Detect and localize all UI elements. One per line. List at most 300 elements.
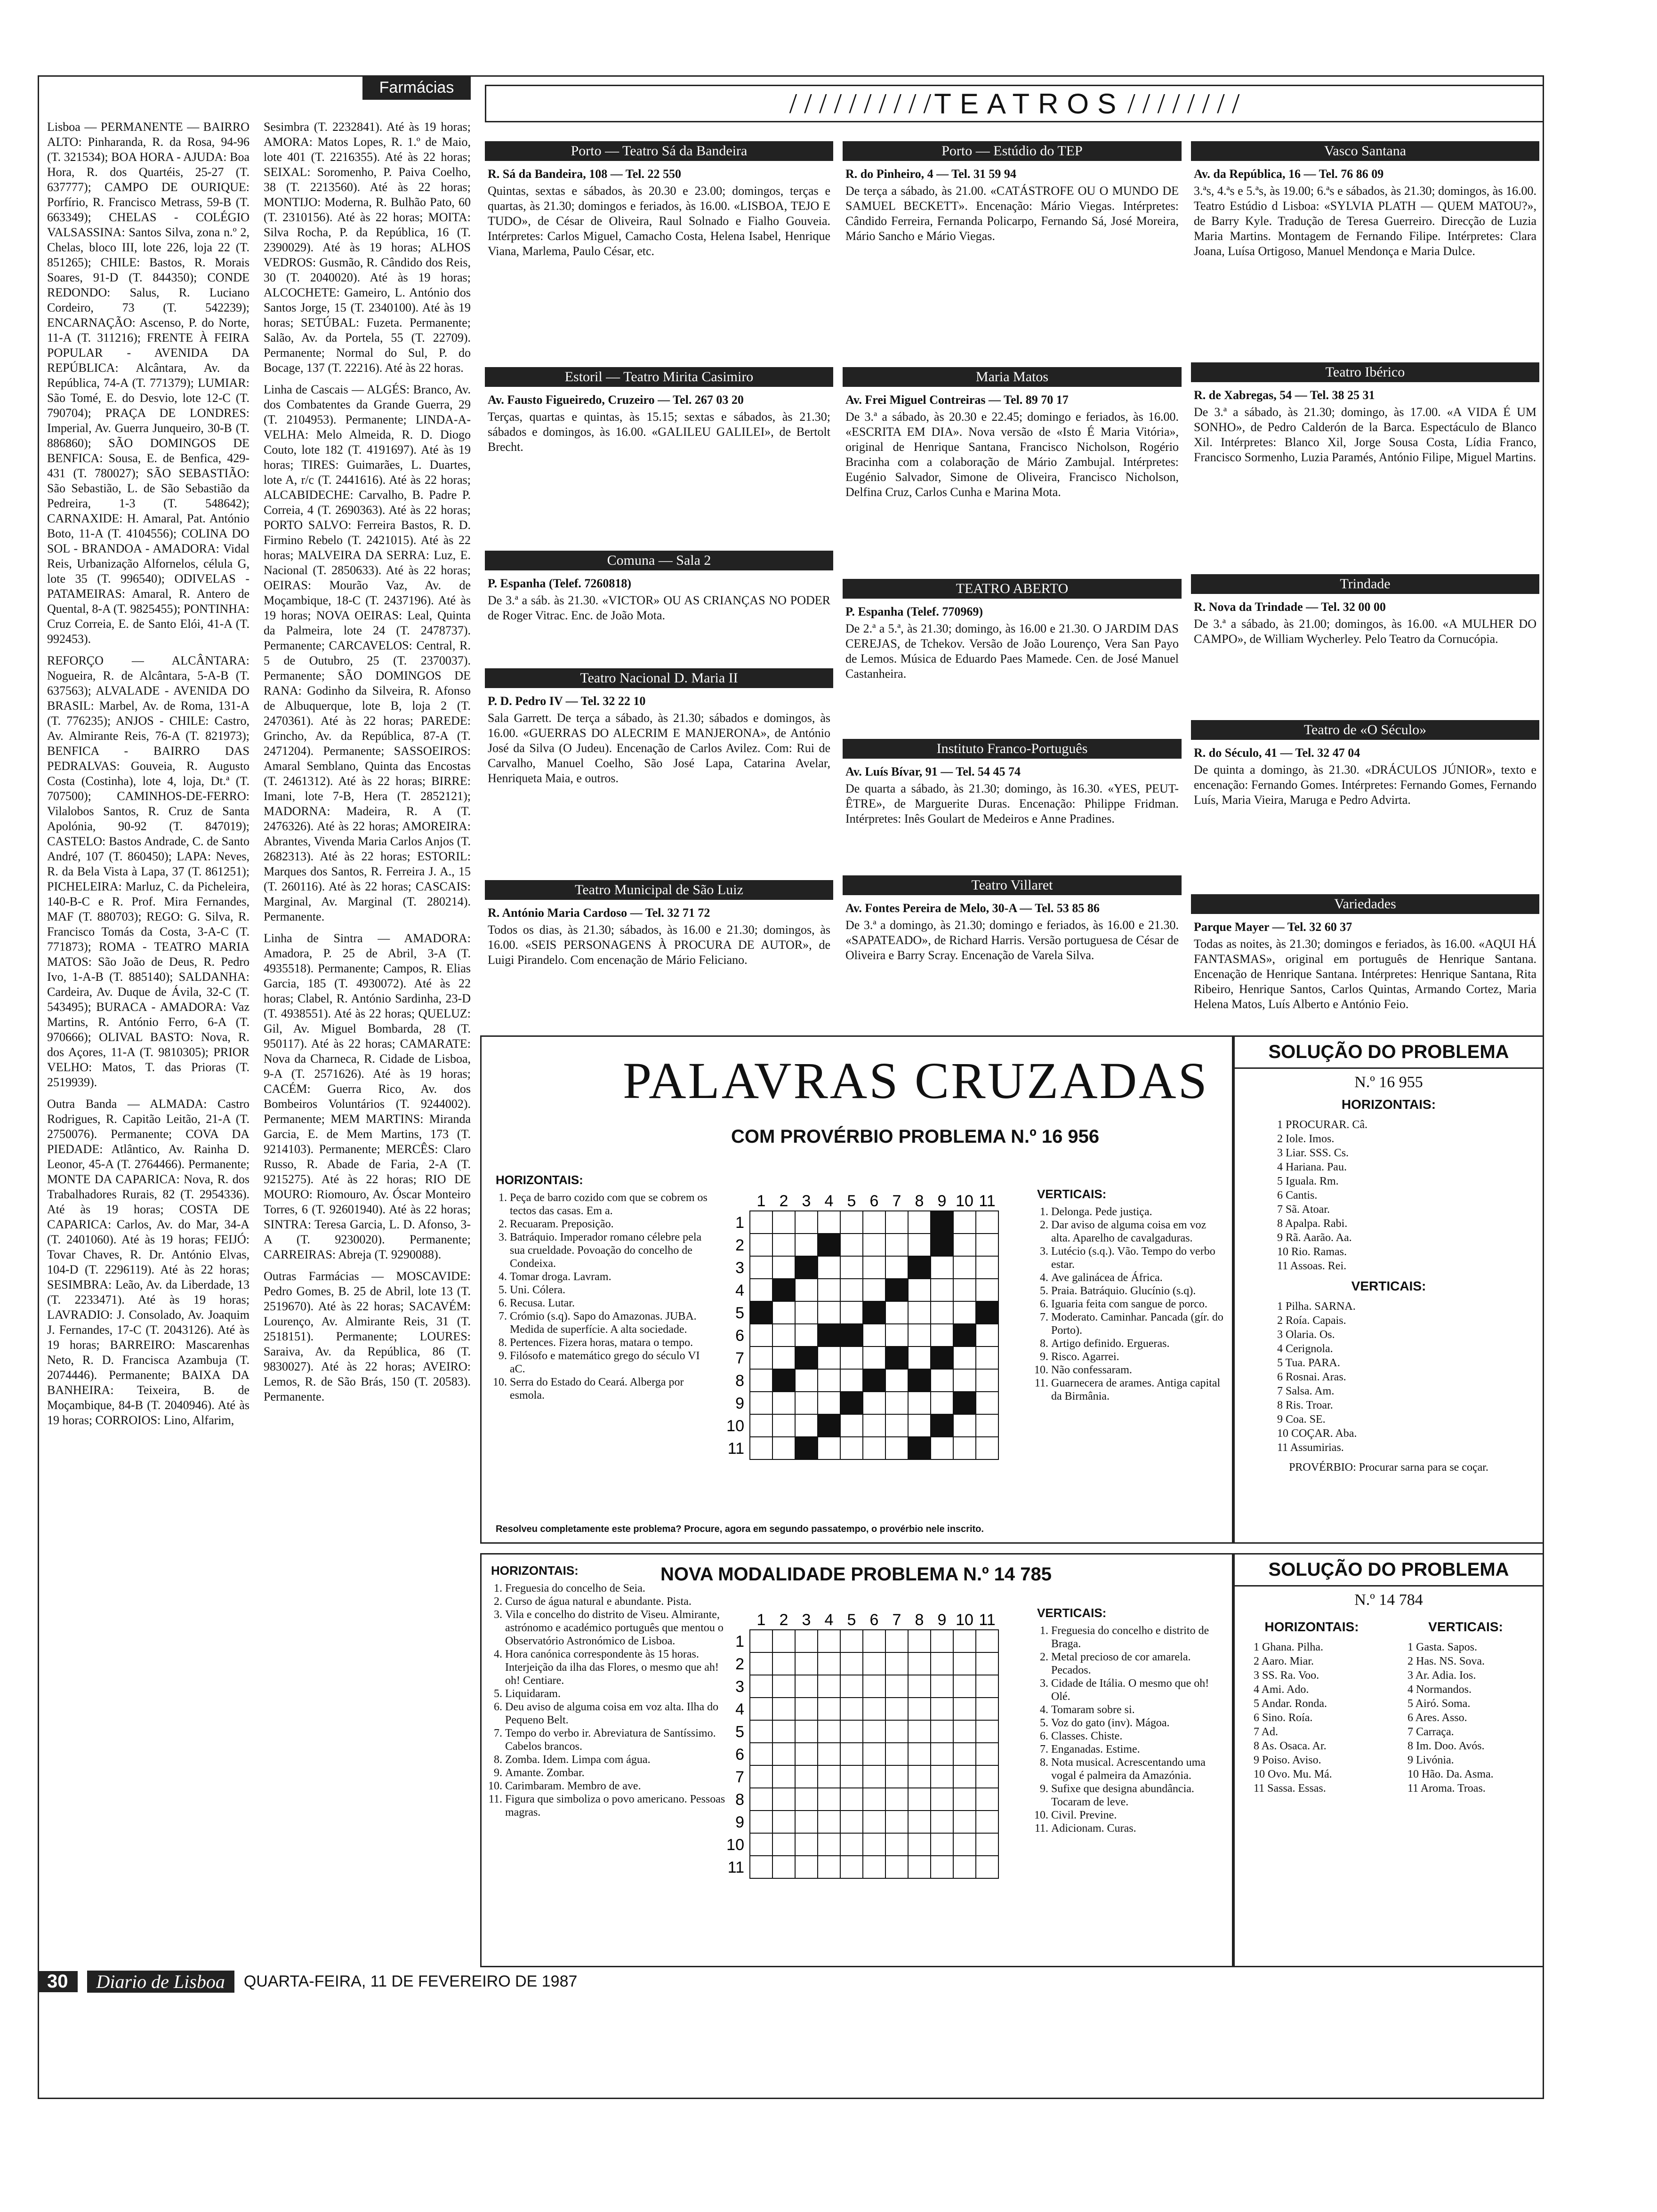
grid-cell[interactable] (750, 1279, 772, 1301)
grid-cell[interactable] (772, 1765, 795, 1788)
grid-column-number: 9 (937, 1192, 947, 1210)
grid-cell[interactable] (795, 1369, 818, 1392)
grid-cell[interactable] (931, 1743, 953, 1765)
grid-cell[interactable] (953, 1765, 976, 1788)
grid-row-number: 4 (735, 1700, 744, 1718)
grid-cell[interactable] (885, 1234, 908, 1256)
grid-cell[interactable] (772, 1437, 795, 1459)
grid-cell[interactable] (976, 1675, 998, 1698)
grid-cell[interactable] (976, 1256, 998, 1279)
grid-cell[interactable] (863, 1675, 885, 1698)
grid-cell[interactable] (795, 1698, 818, 1720)
grid-cell[interactable] (953, 1811, 976, 1833)
grid-cell[interactable] (772, 1856, 795, 1878)
grid-cell[interactable] (863, 1652, 885, 1675)
farmacias-linha-cascais: Linha de Cascais — ALGÉS: Branco, Av. dos Combatentes da Grande Guerra, 29 (T. 2104953). Permanente; LINDA-A-VELHA: Melo Almeida, R. D. Diogo Couto, lote 182 (T. 4191697). Até às 19 horas; TIRES: Guimarães, L. Duartes, lote A, r/c (T. 2441616). Até às 22 horas; ALCABIDECHE: Carvalho, B. Padre P. Correia, 4 (T. 2690363). Até às 22 horas; PORTO SALVO: Ferreira Bastos, R. D. Firmino Rebelo (T. 2421015). Até às 22 horas; MALVEIRA DA SERRA: Luz, E. Nacional (T. 2850633). Até às 22 horas; OEIRAS: Mourão Vaz, Av. de Moçambique, 18-C (T. 2437196). Até às 19 horas; NOVA OEIRAS: Leal, Quinta da Palmeira, lote 24 (T. 2478737). Permanente; CARCAVELOS: Central, R. 5 de Outubro, 25 (T. 2370037). Permanente; SÃO DOMINGOS DE RANA: Godinho da Silveira, R. Afonso de Albuquerque, lote B, loja 2 (T. 2470361). Até às 22 horas; PAREDE: Grincho, Av. da República, 87-A (T. 2471204). Permanente; SASSOEIROS: Amaral Semblano, Quinta das Encostas (T. 2461312). Até às 22 horas; BIRRE: Imani, lote 7-B, Hera (T. 2852121); MADORNA: Madeira, R. A (T. 2476326). Até às 22 horas; AMOREIRA: Abrantes, Vivenda Maria Carlos Anjos (T. 2682313). Até às 22 horas; ESTORIL: Marques dos Santos, R. Ferreira J. A., 15 (T. 260116). Até às 22 horas; CASCAIS: Marginal, Av. Marginal (T. 280214). Permanente. (264, 383, 471, 923)
grid-cell[interactable] (840, 1652, 863, 1675)
grid-cell[interactable] (840, 1279, 863, 1301)
grid-cell[interactable] (750, 1630, 772, 1652)
grid-cell[interactable] (750, 1392, 772, 1414)
solution-vertical-item: 10 COÇAR. Aba. (1277, 1427, 1357, 1440)
grid-cell[interactable] (863, 1279, 885, 1301)
grid-cell[interactable] (818, 1437, 840, 1459)
grid-cell[interactable] (863, 1788, 885, 1811)
grid-cell[interactable] (772, 1234, 795, 1256)
grid-cell[interactable] (772, 1698, 795, 1720)
grid-cell[interactable] (908, 1279, 931, 1301)
grid-cell[interactable] (976, 1279, 998, 1301)
grid-cell[interactable] (818, 1652, 840, 1675)
grid-column-number: 7 (892, 1192, 901, 1210)
theatre-details: De 3.ª a sábado, às 21.00; domingos, às 16.00. «A MULHER DO CAMPO», de William Wycherley. Pelo Teatro da Cornucópia. (1194, 617, 1536, 646)
grid-cell[interactable] (976, 1698, 998, 1720)
grid-cell[interactable] (772, 1301, 795, 1324)
grid-cell[interactable] (908, 1324, 931, 1346)
grid-cell[interactable] (976, 1652, 998, 1675)
grid-cell[interactable] (795, 1211, 818, 1234)
grid-cell[interactable] (931, 1675, 953, 1698)
grid-cell[interactable] (863, 1234, 885, 1256)
grid-black-cell (953, 1324, 976, 1346)
grid-cell[interactable] (953, 1346, 976, 1369)
grid-cell[interactable] (885, 1652, 908, 1675)
page-footer (38, 1967, 744, 1996)
grid-cell[interactable] (750, 1765, 772, 1788)
theatre-listing (485, 880, 833, 1031)
theatre-address: Av. Fausto Figueiredo, Cruzeiro — Tel. 267 03 20 (488, 393, 744, 407)
grid-cell[interactable] (885, 1720, 908, 1743)
grid-cell[interactable] (840, 1856, 863, 1878)
grid-cell[interactable] (772, 1346, 795, 1369)
theatre-address: R. do Século, 41 — Tel. 32 47 04 (1194, 746, 1360, 760)
grid-cell[interactable] (908, 1630, 931, 1652)
grid-cell[interactable] (750, 1437, 772, 1459)
grid-cell[interactable] (885, 1743, 908, 1765)
grid-cell[interactable] (976, 1630, 998, 1652)
vertical-clue: 4. Ave galinácea de África. (1051, 1271, 1225, 1284)
issue-date: QUARTA-FEIRA, 11 DE FEVEREIRO DE 1987 (243, 1972, 578, 1990)
new-horizontal-clue: 3. Vila e concelho do distrito de Viseu. Almirante, astrónomo e académico português que mentou o Observatório Astronómico de Lisboa. (505, 1608, 726, 1648)
grid-row-number: 6 (735, 1327, 744, 1345)
grid-cell[interactable] (795, 1324, 818, 1346)
grid-cell[interactable] (750, 1369, 772, 1392)
grid-row-number: 10 (726, 1836, 744, 1854)
grid-cell[interactable] (885, 1788, 908, 1811)
grid-cell[interactable] (795, 1833, 818, 1856)
grid-cell[interactable] (863, 1392, 885, 1414)
grid-cell[interactable] (818, 1765, 840, 1788)
grid-cell[interactable] (795, 1811, 818, 1833)
grid-cell[interactable] (908, 1301, 931, 1324)
theatre-listing (843, 875, 1182, 1031)
grid-cell[interactable] (885, 1833, 908, 1856)
grid-cell[interactable] (772, 1811, 795, 1833)
grid-cell[interactable] (931, 1698, 953, 1720)
grid-cell[interactable] (840, 1256, 863, 1279)
grid-cell[interactable] (750, 1324, 772, 1346)
grid-cell[interactable] (795, 1743, 818, 1765)
horizontal-clue-list (496, 1191, 717, 1402)
grid-cell[interactable] (953, 1788, 976, 1811)
grid-cell[interactable] (885, 1211, 908, 1234)
grid-cell[interactable] (976, 1720, 998, 1743)
solution-vertical-list (1235, 1299, 1543, 1455)
grid-cell[interactable] (885, 1437, 908, 1459)
grid-cell[interactable] (908, 1346, 931, 1369)
grid-cell[interactable] (976, 1346, 998, 1369)
vertical-clue: 5. Praia. Batráquio. Glucínio (s.q). (1051, 1284, 1225, 1298)
grid-column-number: 4 (824, 1611, 834, 1629)
solution-number: N.º 16 955 (1354, 1074, 1423, 1091)
grid-cell[interactable] (976, 1211, 998, 1234)
grid-cell[interactable] (908, 1392, 931, 1414)
grid-row-number: 5 (735, 1723, 744, 1741)
grid-cell[interactable] (908, 1833, 931, 1856)
grid-column-number: 10 (956, 1192, 973, 1210)
grid-cell[interactable] (976, 1833, 998, 1856)
solution2-horizontal-item: 5 Andar. Ronda. (1254, 1698, 1327, 1710)
grid-cell[interactable] (818, 1369, 840, 1392)
grid-cell[interactable] (750, 1720, 772, 1743)
grid-cell[interactable] (953, 1675, 976, 1698)
grid-cell[interactable] (772, 1414, 795, 1437)
solution-box-2 (1233, 1553, 1544, 1967)
grid-cell[interactable] (885, 1392, 908, 1414)
grid-cell[interactable] (863, 1856, 885, 1878)
grid-cell[interactable] (931, 1301, 953, 1324)
grid-row-number: 6 (735, 1746, 744, 1763)
grid-cell[interactable] (772, 1256, 795, 1279)
farmacias-linha-sintra: Linha de Sintra — AMADORA: Amadora, P. 25 de Abril, 3-A (T. 4935518). Permanente; Campos, R. Elias Garcia, 185 (T. 4930072). Até às 22 horas; Clabel, R. António Sardinha, 23-D (T. 4938551). Até às 22 horas; QUELUZ: Gil, Av. Miguel Bombarda, 28 (T. 950117). Até às 22 horas; CAMARATE: Nova da Charneca, R. Cidade de Lisboa, 9-A (T. 2571626). Até às 19 horas; CACÉM: Guerra Rico, Av. dos Bombeiros Voluntários (T. 9244002). Permanente; MEM MARTINS: Miranda Garcia, E. de Mem Martins, 173 (T. 9214103). Permanente; MERCÊS: Claro Russo, R. Abade de Faria, 2-A (T. 9215275). Até às 22 horas; RIO DE MOURO: Riomouro, Av. Óscar Monteiro Torres, 6 (T. 92601940). Até às 22 horas; SINTRA: Teresa Garcia, L. D. Afonso, 3-A (T. 9230020). Permanente; CARREIRAS: Abreja (T. 9290088). (264, 931, 471, 1261)
grid-cell[interactable] (953, 1256, 976, 1279)
grid-cell[interactable] (750, 1856, 772, 1878)
grid-cell[interactable] (931, 1437, 953, 1459)
grid-cell[interactable] (840, 1437, 863, 1459)
grid-cell[interactable] (795, 1234, 818, 1256)
theatre-name: Teatro Villaret (843, 875, 1182, 895)
grid-cell[interactable] (818, 1698, 840, 1720)
new-vertical-clue: 7. Enganadas. Estime. (1051, 1743, 1225, 1756)
grid-cell[interactable] (953, 1437, 976, 1459)
grid-cell[interactable] (885, 1698, 908, 1720)
theatre-details: Quintas, sextas e sábados, às 20.30 e 23.00; domingos, terças e quartas, às 21.30; domingos e feriados, às 16.00. «LISBOA, TEJO E TUDO», de César de Oliveira, Raul Solnado e Fialho Gouveia. Intérpretes: Carlos Miguel, Camacho Costa, Helena Isabel, Henrique Viana, Marlema, Paulo César, etc. (488, 184, 830, 258)
grid-row-number: 9 (735, 1813, 744, 1831)
solution2-horizontal-label: HORIZONTAIS: (1264, 1619, 1359, 1634)
grid-cell[interactable] (840, 1743, 863, 1765)
grid-cell[interactable] (795, 1414, 818, 1437)
teatros-banner (485, 85, 1544, 122)
grid-row-number: 4 (735, 1282, 744, 1299)
grid-cell[interactable] (976, 1788, 998, 1811)
grid-cell[interactable] (818, 1675, 840, 1698)
theatre-details: De 3.ª a domingo, às 21.30; domingo e feriados, às 16.00 e 21.30. «SAPATEADO», de Richard Harris. Versão portuguesa de César de Oliveira e Barry Scray. Encenação de Varela Silva. (845, 918, 1179, 962)
grid-cell[interactable] (908, 1720, 931, 1743)
grid-cell[interactable] (750, 1414, 772, 1437)
grid-cell[interactable] (863, 1765, 885, 1788)
grid-cell[interactable] (931, 1720, 953, 1743)
solution2-vertical-item: 10 Hão. Da. Asma. (1408, 1768, 1494, 1780)
grid-cell[interactable] (840, 1698, 863, 1720)
new-horizontal-clue: 2. Curso de água natural e abundante. Pista. (505, 1595, 726, 1608)
grid-cell[interactable] (772, 1675, 795, 1698)
theatre-name: Teatro Nacional D. Maria II (485, 668, 833, 688)
grid-cell[interactable] (885, 1675, 908, 1698)
grid-cell[interactable] (840, 1833, 863, 1856)
grid-cell[interactable] (908, 1743, 931, 1765)
grid-cell[interactable] (840, 1765, 863, 1788)
grid-cell[interactable] (818, 1279, 840, 1301)
solution2-horizontal-item: 1 Ghana. Pilha. (1254, 1641, 1323, 1653)
grid-column-number: 6 (869, 1611, 879, 1629)
theatre-listing (485, 668, 833, 875)
grid-cell[interactable] (840, 1346, 863, 1369)
grid-column-number: 1 (756, 1192, 766, 1210)
solution-vertical-label: VERTICAIS: (1351, 1279, 1426, 1293)
grid-cell[interactable] (953, 1369, 976, 1392)
grid-cell[interactable] (840, 1675, 863, 1698)
grid-cell[interactable] (953, 1833, 976, 1856)
grid-cell[interactable] (953, 1211, 976, 1234)
grid-cell[interactable] (863, 1743, 885, 1765)
grid-cell[interactable] (953, 1234, 976, 1256)
grid-cell[interactable] (953, 1698, 976, 1720)
grid-cell[interactable] (976, 1234, 998, 1256)
grid-cell[interactable] (953, 1279, 976, 1301)
grid-cell[interactable] (750, 1811, 772, 1833)
grid-cell[interactable] (931, 1765, 953, 1788)
grid-cell[interactable] (795, 1788, 818, 1811)
grid-cell[interactable] (885, 1256, 908, 1279)
grid-cell[interactable] (931, 1256, 953, 1279)
grid-cell[interactable] (818, 1346, 840, 1369)
grid-cell[interactable] (863, 1833, 885, 1856)
solution2-horizontal-item: 3 SS. Ra. Voo. (1254, 1669, 1319, 1682)
theatre-name: Variedades (1191, 894, 1539, 914)
grid-cell[interactable] (795, 1765, 818, 1788)
grid-cell[interactable] (953, 1652, 976, 1675)
new-vertical-clue: 10. Civil. Previne. (1051, 1809, 1225, 1822)
grid-cell[interactable] (885, 1301, 908, 1324)
grid-cell[interactable] (885, 1811, 908, 1833)
grid-cell[interactable] (931, 1856, 953, 1878)
grid-cell[interactable] (885, 1630, 908, 1652)
grid-cell[interactable] (840, 1211, 863, 1234)
grid-cell[interactable] (840, 1414, 863, 1437)
grid-cell[interactable] (863, 1698, 885, 1720)
grid-cell[interactable] (818, 1211, 840, 1234)
grid-cell[interactable] (863, 1720, 885, 1743)
grid-column-number: 3 (802, 1611, 811, 1629)
grid-cell[interactable] (863, 1414, 885, 1437)
grid-cell[interactable] (750, 1346, 772, 1369)
grid-row-number: 11 (727, 1859, 744, 1876)
solution-vertical-item: 9 Coa. SE. (1277, 1413, 1326, 1426)
grid-cell[interactable] (772, 1652, 795, 1675)
grid-cell[interactable] (931, 1788, 953, 1811)
grid-cell[interactable] (818, 1788, 840, 1811)
grid-cell[interactable] (931, 1324, 953, 1346)
solution2-vertical-item: 2 Has. NS. Sova. (1408, 1655, 1485, 1667)
grid-cell[interactable] (772, 1788, 795, 1811)
theatre-name: Instituto Franco-Português (843, 739, 1182, 759)
grid-cell[interactable] (908, 1765, 931, 1788)
grid-cell[interactable] (795, 1675, 818, 1698)
grid-cell[interactable] (772, 1743, 795, 1765)
grid-cell[interactable] (795, 1630, 818, 1652)
solution-vertical-item: 2 Roía. Capais. (1277, 1314, 1346, 1327)
grid-cell[interactable] (840, 1301, 863, 1324)
grid-cell[interactable] (953, 1414, 976, 1437)
grid-cell[interactable] (818, 1392, 840, 1414)
vertical-clue: 1. Delonga. Pede justiça. (1051, 1205, 1225, 1218)
grid-cell[interactable] (750, 1652, 772, 1675)
theatre-details: De 3.ª a sábado, às 20.30 e 22.45; domingo e feriados, às 16.00. «ESCRITA EM DIA». Nova versão de «Isto É Maria Vitória», original de Henrique Santana, Francisco Nicholson, Rogério Bracinha com a colaboração de Mário Zambujal. Intérpretes: Eugénio Salvador, Simone de Oliveira, Francisco Nicholson, Delfina Cruz, Carlos Cunha e Marina Mota. (845, 410, 1179, 499)
grid-cell[interactable] (818, 1720, 840, 1743)
newspaper-masthead: Diario de Lisboa (87, 1971, 234, 1993)
grid-cell[interactable] (840, 1234, 863, 1256)
grid-cell[interactable] (885, 1765, 908, 1788)
grid-cell[interactable] (976, 1437, 998, 1459)
grid-cell[interactable] (953, 1301, 976, 1324)
theatre-address: P. Espanha (Telef. 7260818) (488, 577, 632, 590)
new-vertical-clue: 3. Cidade de Itália. O mesmo que oh! Olé. (1051, 1677, 1225, 1703)
grid-cell[interactable] (818, 1811, 840, 1833)
grid-cell[interactable] (750, 1833, 772, 1856)
new-crossword-title: NOVA MODALIDADE PROBLEMA N.º 14 785 (660, 1564, 1052, 1585)
grid-cell[interactable] (795, 1856, 818, 1878)
grid-cell[interactable] (908, 1788, 931, 1811)
grid-cell[interactable] (908, 1856, 931, 1878)
new-vertical-label: VERTICAIS: (1037, 1606, 1107, 1620)
grid-cell[interactable] (840, 1788, 863, 1811)
grid-cell[interactable] (750, 1234, 772, 1256)
grid-cell[interactable] (750, 1788, 772, 1811)
grid-black-cell (863, 1369, 885, 1392)
grid-cell[interactable] (818, 1630, 840, 1652)
grid-cell[interactable] (818, 1301, 840, 1324)
grid-cell[interactable] (795, 1392, 818, 1414)
grid-cell[interactable] (772, 1720, 795, 1743)
grid-cell[interactable] (840, 1720, 863, 1743)
grid-cell[interactable] (976, 1324, 998, 1346)
grid-cell[interactable] (908, 1211, 931, 1234)
grid-cell[interactable] (840, 1811, 863, 1833)
grid-cell[interactable] (908, 1652, 931, 1675)
theatre-details: De 3.ª a sáb. às 21.30. «VICTOR» OU AS CRIANÇAS NO PODER de Roger Vitrac. Enc. de João Mota. (488, 593, 830, 622)
theatre-address: Av. Frei Miguel Contreiras — Tel. 89 70 17 (845, 393, 1069, 407)
grid-cell[interactable] (931, 1392, 953, 1414)
grid-cell[interactable] (863, 1324, 885, 1346)
grid-black-cell (931, 1346, 953, 1369)
grid-cell[interactable] (931, 1369, 953, 1392)
grid-cell[interactable] (885, 1369, 908, 1392)
theatre-details: 3.ªs, 4.ªs e 5.ªs, às 19.00; 6.ªs e sábados, às 21.30; domingos, às 16.00. Teatro Estúdio d Lisboa: «SYLVIA PLATH — QUEM MATOU?», de Barry Kyle. Tradução de Teresa Guerreiro. Direcção de Luzia Maria Martins. Montagem de Fernando Filipe. Intérpretes: Clara Joana, Luísa Ortigoso, Manuel Mendonça e Maria Dulce. (1194, 184, 1536, 258)
grid-cell[interactable] (976, 1856, 998, 1878)
grid-cell[interactable] (953, 1743, 976, 1765)
grid-cell[interactable] (863, 1630, 885, 1652)
grid-cell[interactable] (976, 1765, 998, 1788)
grid-cell[interactable] (908, 1675, 931, 1698)
grid-cell[interactable] (772, 1211, 795, 1234)
grid-row-number: 2 (735, 1655, 744, 1673)
grid-cell[interactable] (976, 1811, 998, 1833)
grid-cell[interactable] (931, 1279, 953, 1301)
grid-cell[interactable] (976, 1392, 998, 1414)
solution-horizontal-item: 6 Cantis. (1277, 1189, 1318, 1202)
grid-cell[interactable] (885, 1324, 908, 1346)
grid-cell[interactable] (931, 1811, 953, 1833)
grid-cell[interactable] (840, 1369, 863, 1392)
grid-cell[interactable] (750, 1211, 772, 1234)
grid-cell[interactable] (863, 1346, 885, 1369)
theatre-name: TEATRO ABERTO (843, 579, 1182, 599)
grid-cell[interactable] (772, 1324, 795, 1346)
grid-cell[interactable] (953, 1856, 976, 1878)
grid-cell[interactable] (953, 1630, 976, 1652)
grid-cell[interactable] (818, 1833, 840, 1856)
grid-cell[interactable] (795, 1652, 818, 1675)
grid-cell[interactable] (908, 1811, 931, 1833)
grid-cell[interactable] (818, 1856, 840, 1878)
grid-column-number: 2 (779, 1611, 788, 1629)
grid-column-number: 9 (937, 1611, 947, 1629)
grid-cell[interactable] (795, 1301, 818, 1324)
grid-cell[interactable] (772, 1630, 795, 1652)
grid-cell[interactable] (931, 1652, 953, 1675)
grid-cell[interactable] (863, 1811, 885, 1833)
grid-cell[interactable] (863, 1256, 885, 1279)
grid-cell[interactable] (976, 1369, 998, 1392)
theatre-name: Vasco Santana (1191, 141, 1539, 161)
grid-cell[interactable] (885, 1414, 908, 1437)
vertical-clue: 10. Não confessaram. (1051, 1363, 1225, 1377)
new-horizontal-clue: 5. Liquidaram. (505, 1687, 726, 1700)
grid-cell[interactable] (976, 1743, 998, 1765)
grid-cell[interactable] (931, 1833, 953, 1856)
grid-black-cell (976, 1301, 998, 1324)
grid-cell[interactable] (772, 1833, 795, 1856)
grid-cell[interactable] (908, 1698, 931, 1720)
grid-cell[interactable] (863, 1437, 885, 1459)
theatre-name: Teatro Municipal de São Luiz (485, 880, 833, 900)
grid-cell[interactable] (795, 1720, 818, 1743)
vertical-clue: 7. Moderato. Caminhar. Pancada (gír. do Porto). (1051, 1311, 1225, 1337)
new-horizontal-clues (491, 1564, 726, 1819)
grid-cell[interactable] (795, 1279, 818, 1301)
grid-cell[interactable] (863, 1211, 885, 1234)
grid-cell[interactable] (931, 1630, 953, 1652)
grid-black-cell (772, 1369, 795, 1392)
new-horizontal-clue: 11. Figura que simboliza o povo americano. Pessoas magras. (505, 1793, 726, 1819)
horizontal-clue: 6. Recusa. Lutar. (510, 1297, 717, 1310)
grid-cell[interactable] (750, 1698, 772, 1720)
grid-cell[interactable] (818, 1743, 840, 1765)
grid-cell[interactable] (953, 1720, 976, 1743)
grid-cell[interactable] (840, 1630, 863, 1652)
grid-cell[interactable] (976, 1414, 998, 1437)
theatre-details: De 3.ª a sábado, às 21.30; domingo, às 17.00. «A VIDA É UM SONHO», de Pedro Calderón de la Barca. Espectáculo de Blanco Xil. Intérpretes: Blanco Xil, Jorge Sousa Costa, Lídia Franco, Francisco Sormenho, Luzia Paramés, António Filipe, Miguel Martins. (1194, 405, 1536, 464)
grid-cell[interactable] (772, 1392, 795, 1414)
grid-cell[interactable] (750, 1743, 772, 1765)
vertical-clue: 2. Dar aviso de alguma coisa em voz alta. Aparelho de cavalgaduras. (1051, 1218, 1225, 1245)
grid-cell[interactable] (750, 1256, 772, 1279)
grid-cell[interactable] (750, 1675, 772, 1698)
grid-cell[interactable] (818, 1256, 840, 1279)
farmacias-column-1 (47, 113, 249, 1948)
grid-cell[interactable] (908, 1414, 931, 1437)
grid-cell[interactable] (885, 1856, 908, 1878)
grid-cell[interactable] (908, 1234, 931, 1256)
